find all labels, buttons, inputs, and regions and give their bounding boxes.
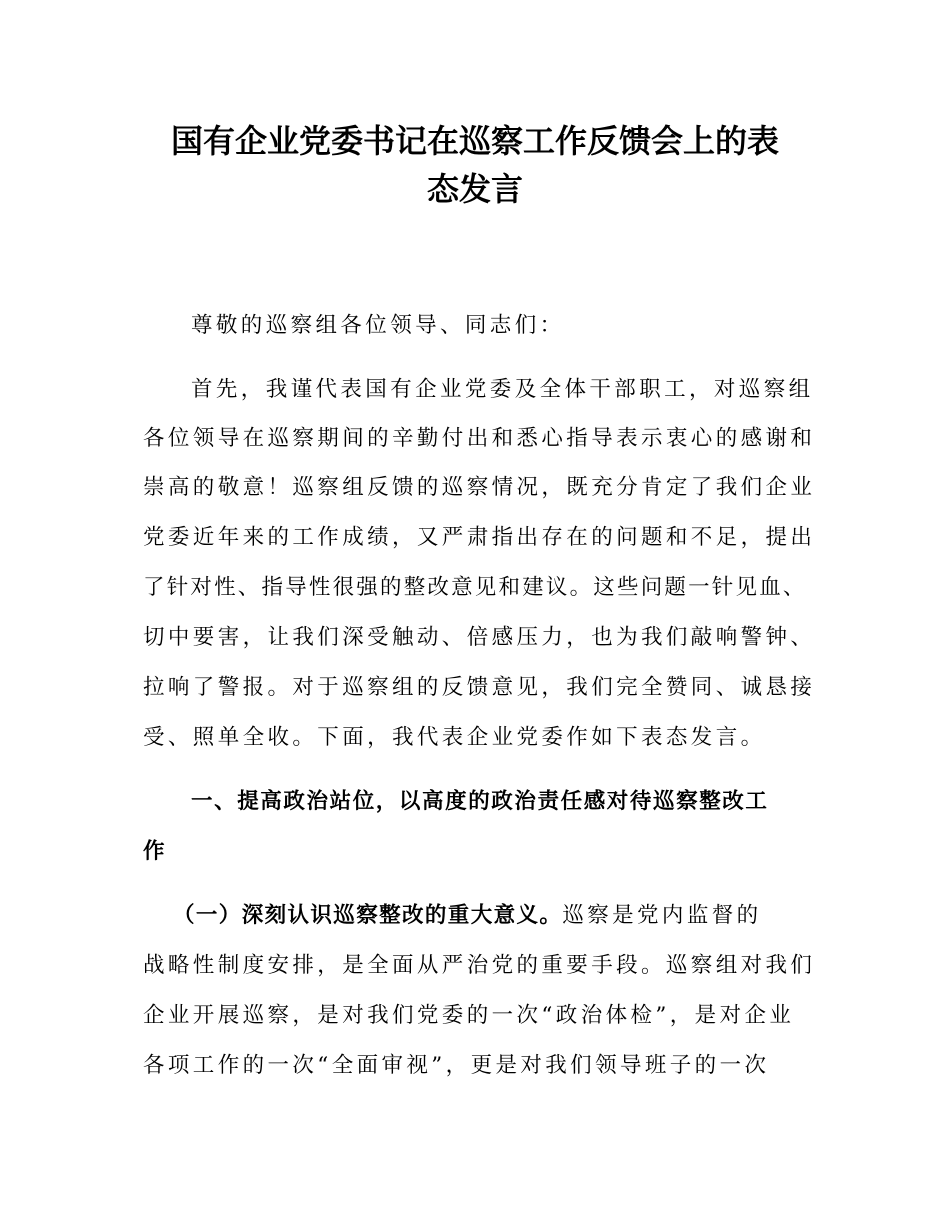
- subsection-1-line: 各项工作的一次“全面审视”，更是对我们领导班子的一次: [143, 1053, 770, 1078]
- paragraph-1-line: 受、照单全收。下面，我代表企业党委作如下表态发言。: [143, 725, 766, 750]
- paragraph-1-line: 崇高的敬意！巡察组反馈的巡察情况，既充分肯定了我们企业: [143, 475, 816, 500]
- title-line-1: 国有企业党委书记在巡察工作反馈会上的表: [170, 122, 779, 160]
- title-line-2: 态发言: [426, 170, 523, 208]
- paragraph-1-line: 切中要害，让我们深受触动、倍感压力，也为我们敲响警钟、: [143, 625, 816, 650]
- subsection-1-text-start: 巡察是党内监督的: [562, 903, 762, 928]
- paragraph-1-line: 各位领导在巡察期间的辛勤付出和悉心指导表示衷心的感谢和: [143, 426, 816, 451]
- subsection-1-line: 企业开展巡察，是对我们党委的一次“政治体检”，是对企业: [143, 1003, 795, 1028]
- subsection-1-line: 战略性制度安排，是全面从严治党的重要手段。巡察组对我们: [143, 953, 816, 978]
- salutation: 尊敬的巡察组各位领导、同志们：: [191, 313, 565, 338]
- section-1-heading-line: 一、提高政治站位，以高度的政治责任感对待巡察整改工: [191, 789, 769, 814]
- subsection-1-first-line: [173, 902, 762, 930]
- paragraph-1-line: 拉响了警报。对于巡察组的反馈意见，我们完全赞同、诚恳接: [143, 675, 816, 700]
- document-title: [140, 117, 810, 213]
- paragraph-1-line: 了针对性、指导性很强的整改意见和建议。这些问题一针见血、: [143, 575, 807, 600]
- paragraph-1-line: 党委近年来的工作成绩，又严肃指出存在的问题和不足，提出: [143, 525, 816, 550]
- paragraph-1-line: 首先，我谨代表国有企业党委及全体干部职工，对巡察组: [191, 377, 814, 402]
- subsection-1-heading: （一）深刻认识巡察整改的重大意义。: [173, 903, 563, 928]
- section-1-heading-line: 作: [143, 839, 167, 864]
